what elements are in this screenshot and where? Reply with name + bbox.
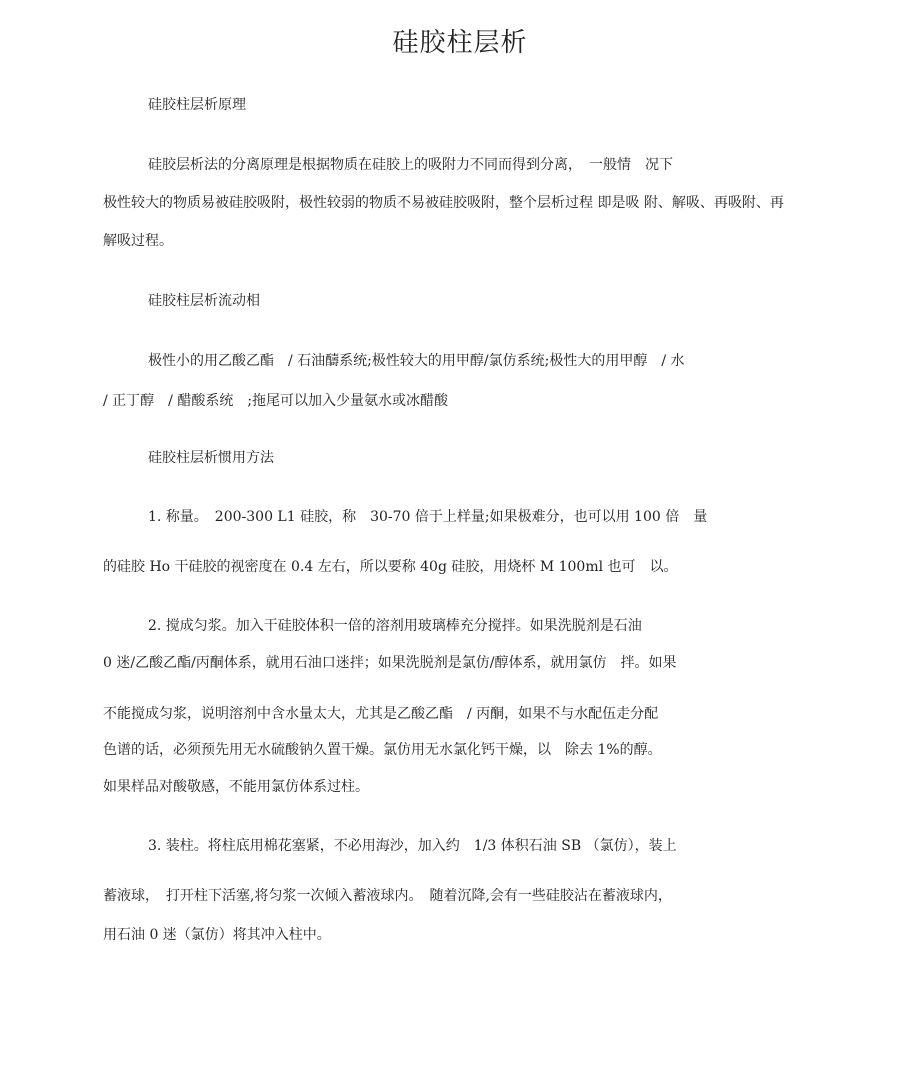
step-1-line: 的硅胶 Ho 干硅胶的视密度在 0.4 左右，所以要称 40g 硅胶，用烧杯 M 100ml 也可 以。 xyxy=(103,559,678,575)
paragraph-line: 解吸过程。 xyxy=(103,233,173,249)
paragraph-line: 极性较大的物质易被硅胶吸附，极性较弱的物质不易被硅胶吸附，整个层析过程 即是吸 附、解吸、再吸附、再 xyxy=(103,195,784,211)
paragraph-line: / 正丁醇 / 醋酸系统 ;拖尾可以加入少量氨水或冰醋酸 xyxy=(103,393,449,409)
step-2-line: 2. 搅成匀浆。加入干硅胶体积一倍的溶剂用玻璃棒充分搅拌。如果洗脱剂是石油 xyxy=(148,618,642,634)
heading-principle: 硅胶柱层析原理 xyxy=(148,97,246,113)
step-3-line: 蓄液球， 打开柱下活塞,将匀浆一次倾入蓄液球内。 随着沉降,会有一些硅胶沾在蓄液球内， xyxy=(103,888,672,904)
heading-mobile-phase: 硅胶柱层析流动相 xyxy=(148,293,260,309)
step-2-line: 0 迷/乙酸乙酯/丙酮体系，就用石油口迷拌；如果洗脱剂是氯仿/醇体系，就用氯仿 拌。如果 xyxy=(103,655,677,671)
step-3-line: 3. 装柱。将柱底用棉花塞紧，不必用海沙，加入约 1/3 体积石油 SB （氯仿），装上 xyxy=(148,838,677,854)
step-2-line: 如果样品对酸敬感，不能用氯仿体系过柱。 xyxy=(103,779,369,795)
step-3-line: 用石油 0 迷（氯仿）将其冲入柱中。 xyxy=(103,927,331,943)
paragraph-line: 硅胶层析法的分离原理是根据物质在硅胶上的吸附力不同而得到分离， 一般情 况下 xyxy=(148,157,673,173)
step-1-line: 1. 称量。 200-300 L1 硅胶，称 30-70 倍于上样量;如果极难分，也可以用 100 倍 量 xyxy=(148,509,708,525)
step-2-line: 不能搅成匀浆，说明溶剂中含水量太大，尤其是乙酸乙酯 / 丙酮，如果不与水配伍走分配 xyxy=(103,706,659,722)
page-title: 硅胶柱层析 xyxy=(392,28,528,58)
paragraph-line: 极性小的用乙酸乙酯 / 石油醻系统;极性较大的用甲醇/氯仿系统;极性大的用甲醇 / 水 xyxy=(148,353,685,369)
step-2-line: 色谱的话，必须预先用无水硫酸钠久置干燥。氯仿用无水氯化钙干燥，以 除去 1%的醇。 xyxy=(103,742,662,758)
heading-methods: 硅胶柱层析惯用方法 xyxy=(148,450,274,466)
